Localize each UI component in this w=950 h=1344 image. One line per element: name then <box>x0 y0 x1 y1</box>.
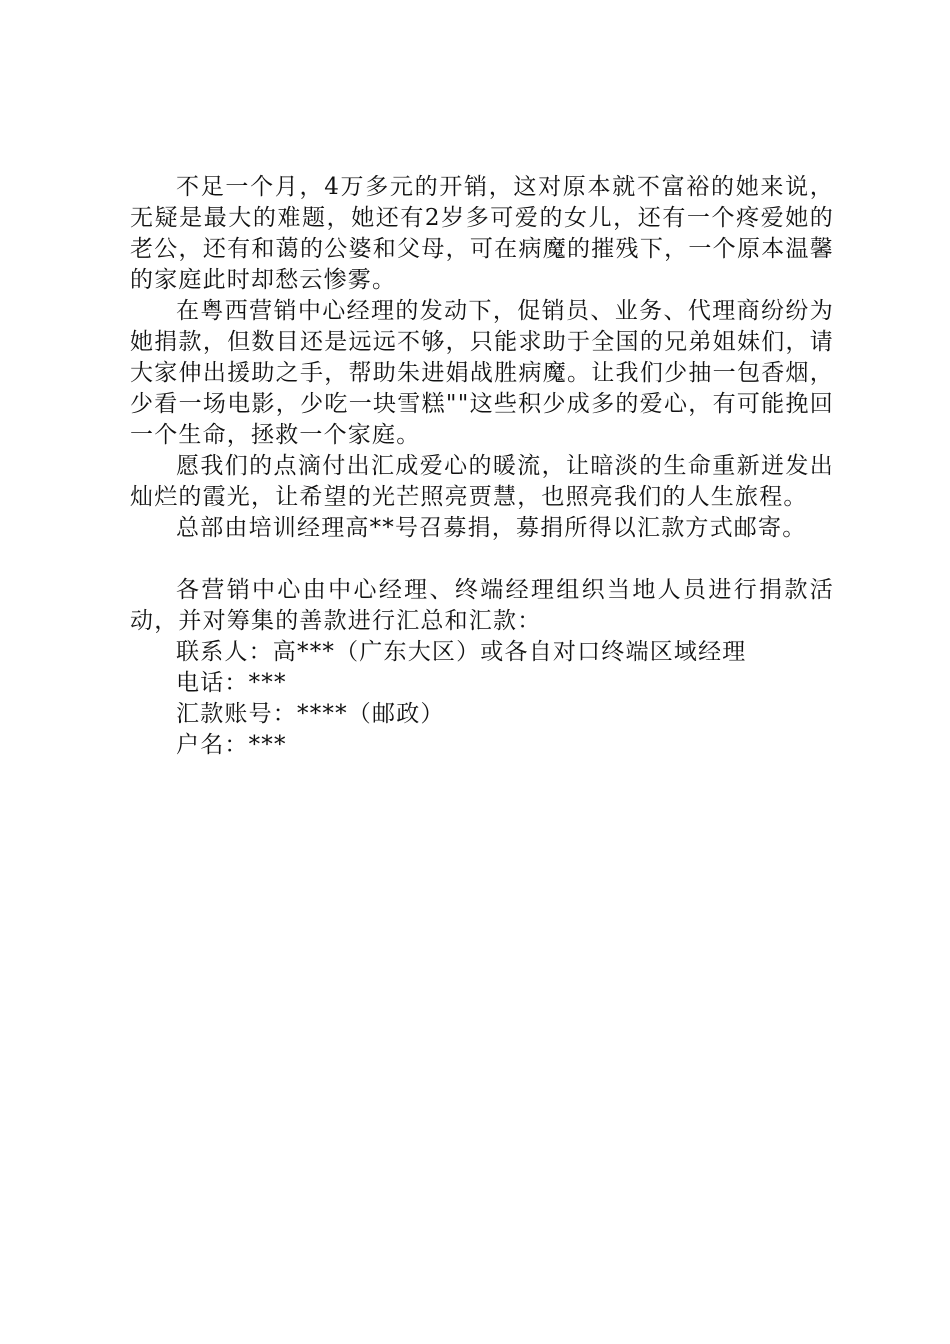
document-body <box>130 172 834 761</box>
paragraph-wish: 愿我们的点滴付出汇成爱心的暖流，让暗淡的生命重新迸发出灿烂的霞光，让希望的光芒照亮贾慧，也照亮我们的人生旅程。 <box>130 453 834 510</box>
account-name: 户名：*** <box>176 732 287 758</box>
paragraph-donation-appeal: 在粤西营销中心经理的发动下，促销员、业务、代理商纷纷为她捐款，但数目还是远远不够，只能求助于全国的兄弟姐妹们，请大家伸出援助之手，帮助朱进娟战胜病魔。让我们少抽一包香烟，少看一场电影，少吃一块雪糕""这些积少成多的爱心，有可能挽回一个生命，拯救一个家庭。 <box>130 298 834 448</box>
remittance-account: 汇款账号：****（邮政） <box>176 701 445 727</box>
paragraph-marketing-centers: 各营销中心由中心经理、终端经理组织当地人员进行捐款活动，并对筹集的善款进行汇总和汇款： <box>130 577 834 634</box>
paragraph-spacer <box>130 544 834 575</box>
paragraph-headquarters: 总部由培训经理高**号召募捐，募捐所得以汇款方式邮寄。 <box>176 515 807 541</box>
contact-person: 联系人：高***（广东大区）或各自对口终端区域经理 <box>176 639 747 665</box>
contact-phone: 电话：*** <box>176 670 287 696</box>
paragraph-expenses: 不足一个月，4万多元的开销，这对原本就不富裕的她来说，无疑是最大的难题，她还有2岁多可爱的女儿，还有一个疼爱她的老公，还有和蔼的公婆和父母，可在病魔的摧残下，一个原本温馨的家庭此时却愁云惨雾。 <box>130 174 834 293</box>
